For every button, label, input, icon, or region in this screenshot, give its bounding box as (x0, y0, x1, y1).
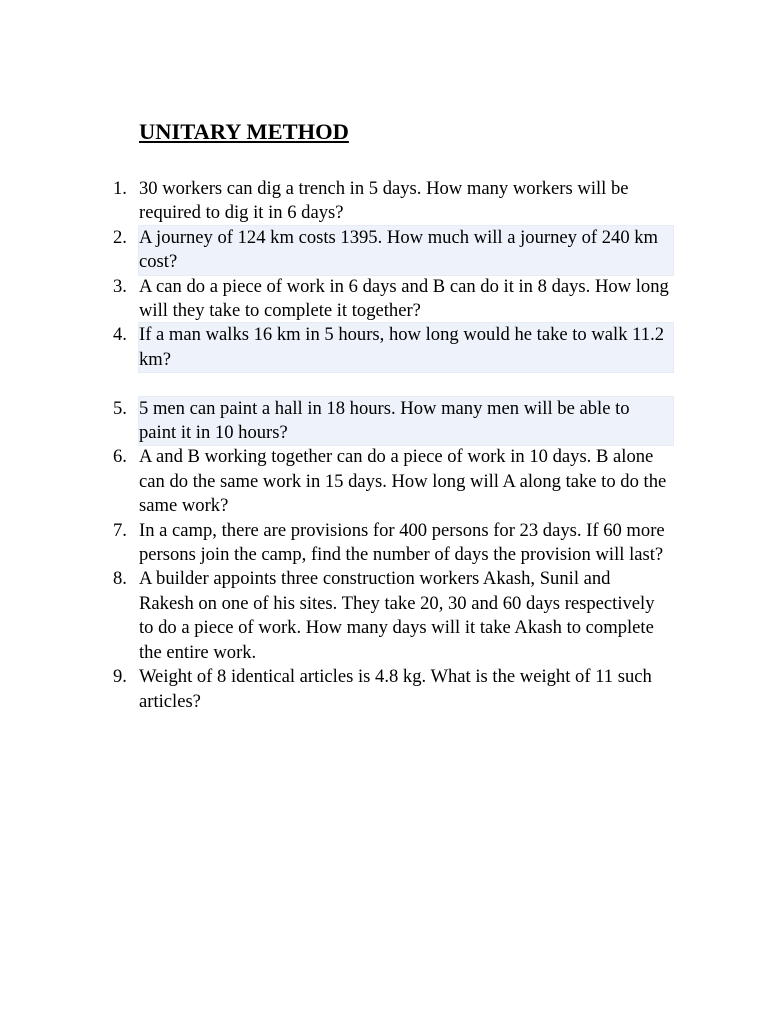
question-text: In a camp, there are provisions for 400 persons for 23 days. If 60 more persons join the camp, find the number of days the provision will last? (139, 519, 665, 566)
question-number: 8. (113, 568, 127, 590)
question-text: 5 men can paint a hall in 18 hours. How many men will be able to paint it in 10 hours? (139, 397, 673, 446)
question-number: 2. (113, 226, 127, 248)
question-text: A and B working together can do a piece of work in 10 days. B alone can do the same work in 15 days. How long will A along take to do the same work? (139, 446, 667, 517)
question-item-5 (113, 397, 673, 446)
question-item-9 (113, 665, 673, 714)
question-text: Weight of 8 identical articles is 4.8 kg. What is the weight of 11 such articles? (139, 666, 652, 712)
question-item-6 (113, 445, 673, 518)
blank-line (113, 372, 673, 396)
question-text: A can do a piece of work in 6 days and B can do it in 8 days. How long will they take to complete it together? (139, 275, 669, 322)
question-item-3 (113, 275, 673, 324)
question-list (113, 177, 673, 714)
question-number: 1. (113, 178, 127, 199)
question-text: 30 workers can dig a trench in 5 days. How many workers will be required to dig it in 6 days? (139, 178, 629, 224)
question-number: 3. (113, 275, 127, 297)
question-number: 6. (113, 446, 127, 468)
question-text: If a man walks 16 km in 5 hours, how long would he take to walk 11.2 km? (139, 323, 673, 372)
question-number: 9. (113, 666, 127, 688)
question-item-2 (113, 226, 673, 275)
question-number: 4. (113, 324, 127, 346)
question-item-7 (113, 519, 673, 568)
question-text: A builder appoints three construction workers Akash, Sunil and Rakesh on one of his sites. They take 20, 30 and 60 days respectively to do a piece of work. How many days will it take Akash to complete the entire work. (139, 568, 655, 663)
question-item-1 (113, 177, 673, 226)
question-text: A journey of 124 km costs 1395. How much will a journey of 240 km cost? (139, 226, 673, 275)
document-title: UNITARY METHOD (139, 119, 349, 144)
question-item-8 (113, 567, 673, 665)
question-number: 5. (113, 397, 127, 419)
question-item-4 (113, 323, 673, 372)
question-number: 7. (113, 519, 127, 541)
